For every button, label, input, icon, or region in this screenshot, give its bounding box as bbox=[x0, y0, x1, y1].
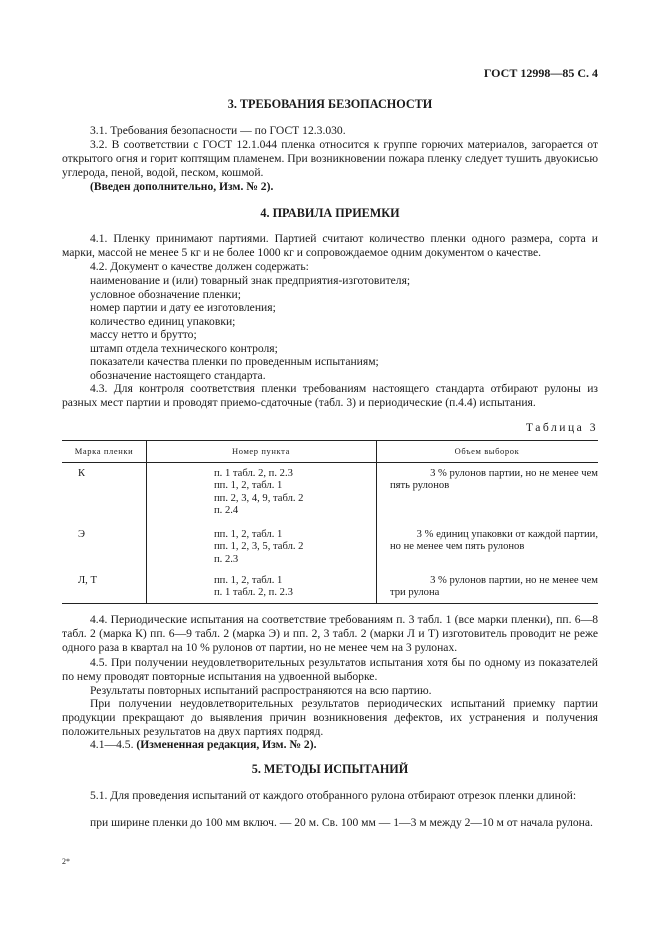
table-cell-grade: Л, Т bbox=[78, 575, 97, 586]
table-3 bbox=[62, 440, 598, 604]
paragraph-5-1-lengths: при ширине пленки до 100 мм включ. — 20 м. Св. 100 мм — 1—3 м между 2—10 м от начала рулона. bbox=[90, 816, 593, 829]
amendment-label: (Измененная редакция, Изм. № 2). bbox=[136, 738, 317, 751]
amendment-note-4 bbox=[62, 738, 598, 752]
table-header-clause: Номер пункта bbox=[232, 446, 290, 456]
paragraph-4-3: 4.3. Для контроля соответствия пленки требованиям настоящего стандарта отбирают рулоны из разных мест партии и проводят приемо-сдаточные (табл. 3) и периодические (п.4.4) испытания. bbox=[62, 382, 598, 410]
clause-line: пп. 2, 3, 4, 9, табл. 2 bbox=[214, 492, 304, 504]
list-item: штамп отдела технического контроля; bbox=[90, 342, 278, 355]
page-footer-mark: 2* bbox=[62, 857, 70, 866]
paragraph-3-1: 3.1. Требования безопасности — по ГОСТ 12.3.030. bbox=[90, 124, 346, 137]
section-3-title: 3. ТРЕБОВАНИЯ БЕЗОПАСНОСТИ bbox=[227, 97, 433, 111]
paragraph-3-2: 3.2. В соответствии с ГОСТ 12.1.044 пленка относится к группе горючих материалов, загорается от открытого огня и горит коптящим пламенем. При возникновении пожара пленку следует тушить двуокисью углерода, пеной, водой, песком, кошмой. bbox=[62, 138, 598, 180]
list-item: показатели качества пленки по проведенным испытаниям; bbox=[90, 355, 379, 368]
clause-line: п. 1 табл. 2, п. 2.3 bbox=[214, 587, 293, 599]
table-cell-grade: К bbox=[78, 468, 86, 479]
volume-line: три рулона bbox=[390, 587, 440, 599]
table-column-divider bbox=[146, 440, 147, 604]
table-cell-volume bbox=[390, 468, 598, 493]
table-bottom-rule bbox=[62, 603, 598, 604]
list-item: количество единиц упаковки; bbox=[90, 315, 236, 328]
page-header: ГОСТ 12998—85 С. 4 bbox=[483, 66, 598, 80]
table-header-rule bbox=[62, 462, 598, 463]
volume-line: 3 % рулонов партии, но не менее чем bbox=[430, 468, 598, 479]
clause-line: п. 1 табл. 2, п. 2.3 bbox=[214, 468, 293, 479]
clause-line: пп. 1, 2, 3, 5, табл. 2 bbox=[214, 541, 304, 553]
table-cell-clauses bbox=[214, 468, 303, 517]
table-top-rule bbox=[62, 440, 598, 441]
section-4-title: 4. ПРАВИЛА ПРИЕМКИ bbox=[260, 206, 400, 220]
paragraph-4-2: 4.2. Документ о качестве должен содержать: bbox=[90, 260, 309, 273]
clause-line: п. 2.3 bbox=[214, 553, 239, 565]
clause-line: пп. 1, 2, табл. 1 bbox=[214, 480, 283, 492]
table-cell-grade: Э bbox=[78, 529, 85, 540]
volume-line: но не менее чем пять рулонов bbox=[390, 541, 525, 553]
table-column-divider bbox=[376, 440, 377, 604]
table-header-volume: Объем выборок bbox=[454, 446, 520, 456]
list-item: наименование и (или) товарный знак предприятия-изготовителя; bbox=[90, 274, 411, 287]
clause-line: п. 2.4 bbox=[214, 504, 239, 516]
table-cell-clauses bbox=[214, 575, 293, 600]
clause-line: пп. 1, 2, табл. 1 bbox=[214, 575, 283, 586]
clause-line: пп. 1, 2, табл. 1 bbox=[214, 529, 283, 540]
table-cell-volume bbox=[390, 529, 598, 554]
table-cell-clauses bbox=[214, 529, 303, 566]
paragraph-4-1: 4.1. Пленку принимают партиями. Партией считают количество пленки одного размера, сорта и марки, массой не менее 5 кг и не более 1000 кг и сопровождаемое одним документом о качестве. bbox=[62, 232, 598, 260]
amendment-note-3: (Введен дополнительно, Изм. № 2). bbox=[90, 180, 274, 193]
paragraph-5-1: 5.1. Для проведения испытаний от каждого отобранного рулона отбирают отрезок пленки длиной: bbox=[90, 789, 577, 802]
list-item: номер партии и дату ее изготовления; bbox=[90, 301, 276, 314]
volume-line: пять рулонов bbox=[390, 480, 450, 492]
section-5-title: 5. МЕТОДЫ ИСПЫТАНИЙ bbox=[251, 762, 409, 776]
list-item: массу нетто и брутто; bbox=[90, 328, 197, 341]
paragraph-4-5-results: Результаты повторных испытаний распространяются на всю партию. bbox=[90, 684, 432, 697]
list-item: обозначение настоящего стандарта. bbox=[90, 369, 266, 382]
table-caption: Таблица 3 bbox=[525, 421, 598, 434]
paragraph-4-5-periodic: При получении неудовлетворительных результатов периодических испытаний приемку партии продукции прекращают до выявления причин возникновения дефектов, их устранения и получения положительных результатов на двух партиях подряд. bbox=[62, 697, 598, 739]
list-item: условное обозначение пленки; bbox=[90, 288, 241, 301]
table-header-grade: Марка пленки bbox=[74, 446, 134, 456]
table-cell-volume bbox=[390, 575, 598, 600]
paragraph-4-5: 4.5. При получении неудовлетворительных результатов испытания хотя бы по одному из показателей по нему проводят повторные испытания на удвоенной выборке. bbox=[62, 656, 598, 684]
volume-line: 3 % единиц упаковки от каждой партии, bbox=[416, 529, 598, 540]
amendment-range: 4.1—4.5. bbox=[90, 738, 137, 751]
paragraph-4-4: 4.4. Периодические испытания на соответствие требованиям п. 3 табл. 1 (все марки пленки), пп. 6—8 табл. 2 (марка К) пп. 6—9 табл. 2 (марка Э) и пп. 2, 3 табл. 2 (марки Л и Т) изготовитель проводит не реже одного раза в квартал на 10 % рулонов от партии, но не менее чем на 3 рулонах. bbox=[62, 613, 598, 655]
volume-line: 3 % рулонов партии, но не менее чем bbox=[430, 575, 598, 586]
